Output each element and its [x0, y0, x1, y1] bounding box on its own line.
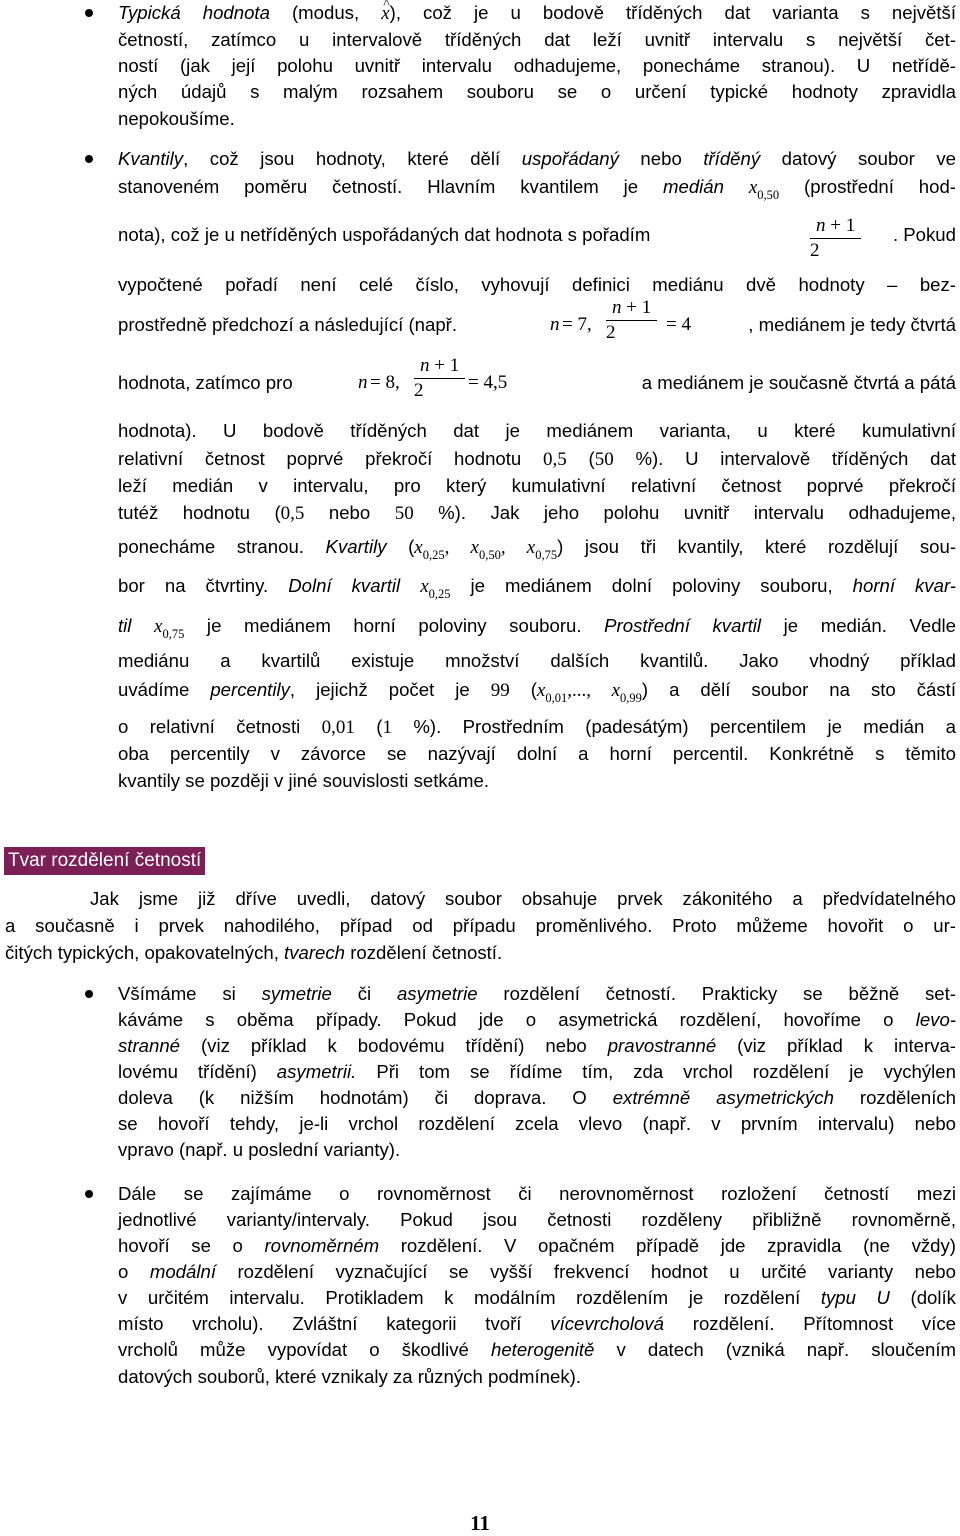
text-line: uvádíme percentily, jejichž počet je 99 ($x_{0,01}$,..., $x_{0,99}$) a dělí soubor na sto částí — [118, 679, 957, 705]
text-line: káváme s oběma případy. Pokud jde o asymetrická rozdělení, hovoříme o levo- — [118, 1009, 956, 1030]
text-line: til $x_{0,75}$ je mediánem horní poloviny souboru. Prostřední kvartil je medián. Vedle — [118, 615, 957, 641]
section-title: Tvar rozdělení četností — [4, 847, 205, 875]
text-line: kvantily se později v jiné souvislosti setkáme. — [118, 770, 490, 791]
text-line: čitých typických, opakovatelných, tvarech rozdělení četností. — [5, 942, 503, 963]
text-line: vypočtené pořadí není celé číslo, vyhovují definici mediánu dvě hodnoty – bez- — [118, 274, 956, 295]
median-symbol: x — [748, 177, 758, 198]
text-line: nepokoušíme. — [118, 108, 235, 129]
fraction-n-plus-1-over-2: $\frac{n + 1}{2}$ — [414, 354, 465, 403]
text-line: o modální rozdělení vyznačující se vyšší frekvencí hodnot u určité varianty nebo — [118, 1261, 956, 1282]
bullet-dot — [85, 990, 93, 998]
text-line: ností (jak její polohu uvnitř intervalu odhadujeme, ponecháme stranou). U netřídě- — [118, 55, 956, 76]
text-line: stranné (viz příklad k bodovému třídění) nebo pravostranné (viz příklad k interva- — [118, 1035, 956, 1056]
text-line: relativní četnost poprvé překročí hodnotu 0,5 (50 %). U intervalově tříděných dat — [118, 448, 956, 470]
text-line: datových souborů, které vznikaly za různých podmínek). — [118, 1366, 582, 1387]
text-line: místo vrcholu). Zvláštní kategorii tvoří vícevrcholová rozdělení. Přítomnost více — [118, 1313, 957, 1334]
text-line: se hovoří tehdy, je-li vrchol rozdělení zcela vlevo (např. v prvním intervalu) nebo — [118, 1113, 956, 1134]
text-line: doleva (k nižším hodnotám) či doprava. O extrémně asymetrických rozděleních — [118, 1087, 957, 1108]
text-line: v určitém intervalu. Protikladem k modálním rozdělením je rozdělení typu U (dolík — [118, 1287, 956, 1308]
text-line: ponecháme stranou. Kvartily ($x_{0,25}$, $x_{0,50}$, $x_{0,75}$) jsou tři kvantily, které rozdělují sou- — [118, 536, 957, 562]
text-line: ných údajů s malým rozsahem souboru se o určení typické hodnoty zpravidla — [118, 81, 956, 102]
text-line: Všímáme si symetrie či asymetrie rozdělení četností. Prakticky se běžně set- — [118, 983, 956, 1004]
text-line: bor na čtvrtiny. Dolní kvartil $x_{0,25}$ je mediánem dolní poloviny souboru, horní kvar- — [118, 575, 956, 601]
text-line: četností, zatímco u intervalově tříděných dat leží uvnitř intervalu s největší čet- — [118, 29, 956, 50]
text-line: prostředně předchozí a následující (např. n = 7, $\frac{n + 1}{2}$ = 4 , mediánem je tedy čtvrtá — [118, 297, 956, 343]
text-line: Dále se zajímáme o rovnoměrnost či nerovnoměrnost rozložení četností mezi — [118, 1183, 956, 1204]
text-line: a současně i prvek nahodilého, případ od případu proměnlivého. Proto můžeme hovořit o ur- — [5, 915, 956, 936]
fraction-n-plus-1-over-2: $\frac{n + 1}{2}$ — [606, 296, 657, 345]
text-line: hodnota). U bodově tříděných dat je mediánem varianta, u které kumulativní — [118, 420, 956, 441]
text-line: stanoveném poměru četností. Hlavním kvantilem je medián $x_{0,50}$ (prostřední hod- — [118, 176, 957, 202]
bullet-dot — [85, 9, 93, 17]
text-line: o relativní četnosti 0,01 (1 %). Prostředním (padesátým) percentilem je medián a — [118, 716, 957, 738]
text-line: mediánu a kvartilů existuje množství dalších kvantilů. Jako vhodný příklad — [118, 650, 956, 671]
text-line: Jak jsme již dříve uvedli, datový soubor obsahuje prvek zákonitého a předvídatelného — [90, 888, 956, 909]
text-line: leží medián v intervalu, pro který kumulativní relativní četnost poprvé překročí — [118, 475, 956, 496]
page-number: 11 — [470, 1511, 490, 1535]
text-line: oba percentily v závorce se nazývají dolní a horní percentil. Konkrétně s těmito — [118, 743, 956, 764]
text-line: lovému třídění) asymetrii. Při tom se řídíme tím, zda vrchol rozdělení je vychýlen — [118, 1061, 956, 1082]
text-line: Kvantily, což jsou hodnoty, které dělí uspořádaný nebo tříděný datový soubor ve — [118, 148, 956, 169]
fraction-n-plus-1-over-2: $\frac{n + 1}{2}$ — [810, 214, 861, 263]
text-line: Typická hodnota (modus, ^ x), což je u bodově tříděných dat varianta s největší — [118, 0, 956, 26]
text-line: nota), což je u netříděných uspořádaných dat hodnota s pořadím $\frac{n + 1}{2}$ . Pokud — [118, 215, 956, 261]
text-line: tutéž hodnotu (0,5 nebo 50 %). Jak jeho polohu uvnitř intervalu odhadujeme, — [118, 502, 956, 524]
text-line: vrcholů může vypovídat o škodlivé heterogenitě v datech (vzniká např. sloučením — [118, 1339, 956, 1360]
x-hat-symbol: ^ x — [381, 1, 389, 27]
bullet-dot — [85, 1190, 93, 1198]
text-line: hodnota, zatímco pro n = 8, $\frac{n + 1}{2}$ = 4,5 a mediánem je současně čtvrtá a pátá — [118, 355, 956, 401]
text-line: jednotlivé varianty/intervaly. Pokud jsou četnosti rozděleny přibližně rovnoměrně, — [118, 1209, 956, 1230]
text-line: hovoří se o rovnoměrném rozdělení. V opačném případě jde zpravidla (ne vždy) — [118, 1235, 957, 1256]
bullet-dot — [85, 155, 93, 163]
text-line: vpravo (např. u poslední varianty). — [118, 1139, 401, 1160]
